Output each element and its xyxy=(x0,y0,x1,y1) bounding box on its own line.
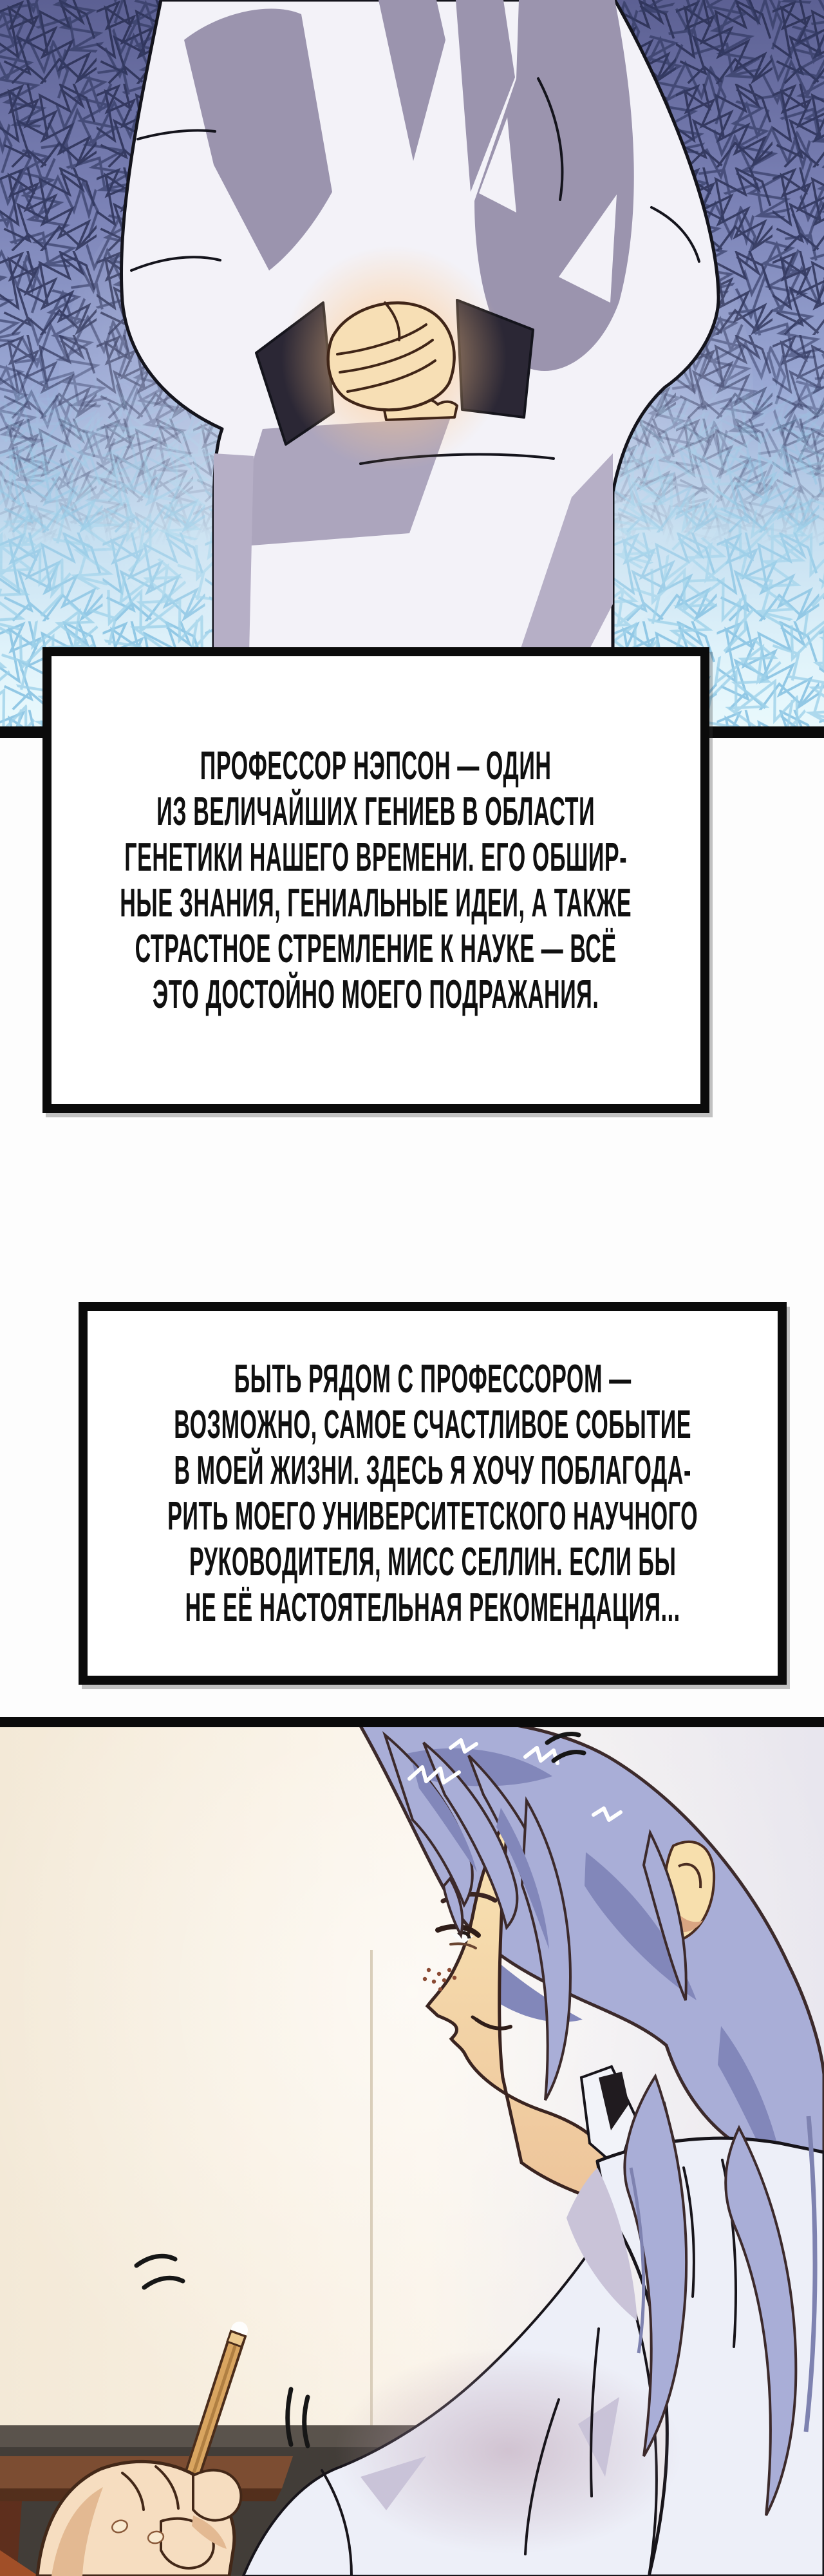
panel-bottom xyxy=(0,1717,824,2576)
sleeve-soft-shadow xyxy=(335,2348,682,2554)
panel-top xyxy=(0,0,824,738)
narration-line: ИЗ ВЕЛИЧАЙШИХ ГЕНИЕВ В ОБЛАСТИ xyxy=(156,789,595,834)
narration-line: НЫЕ ЗНАНИЯ, ГЕНИАЛЬНЫЕ ИДЕИ, А ТАКЖЕ xyxy=(120,880,632,925)
narration-line: НЕ ЕЁ НАСТОЯТЕЛЬНАЯ РЕКОМЕНДАЦИЯ... xyxy=(185,1586,680,1630)
narration-line: РУКОВОДИТЕЛЯ, МИСС СЕЛЛИН. ЕСЛИ БЫ xyxy=(189,1540,677,1584)
narration-line: БЫТЬ РЯДОМ С ПРОФЕССОРОМ — xyxy=(234,1357,632,1401)
narration-box-2 xyxy=(79,1302,787,1685)
narration-line: РИТЬ МОЕГО УНИВЕРСИТЕТСКОГО НАУЧНОГО xyxy=(167,1494,698,1539)
narration-line: СТРАСТНОЕ СТРЕМЛЕНИЕ К НАУКЕ — ВСЁ xyxy=(135,926,617,971)
narration-line: ВОЗМОЖНО, САМОЕ СЧАСТЛИВОЕ СОБЫТИЕ xyxy=(174,1403,691,1447)
narration-text-1 xyxy=(120,743,632,1018)
narration-text-2 xyxy=(167,1356,698,1631)
narration-box-1 xyxy=(42,647,709,1113)
panel-bottom-border xyxy=(0,1717,824,1727)
narration-line: ПРОФЕССОР НЭПСОН — ОДИН xyxy=(200,743,552,788)
top-panel-illustration xyxy=(0,0,824,738)
narration-line: ГЕНЕТИКИ НАШЕГО ВРЕМЕНИ. ЕГО ОБШИР- xyxy=(124,835,628,880)
narration-line: ЭТО ДОСТОЙНО МОЕГО ПОДРАЖАНИЯ. xyxy=(153,972,599,1017)
narration-line: В МОЕЙ ЖИЗНИ. ЗДЕСЬ Я ХОЧУ ПОБЛАГОДА- xyxy=(174,1448,691,1493)
bottom-panel-illustration xyxy=(0,1717,824,2576)
index-finger xyxy=(193,2470,241,2521)
